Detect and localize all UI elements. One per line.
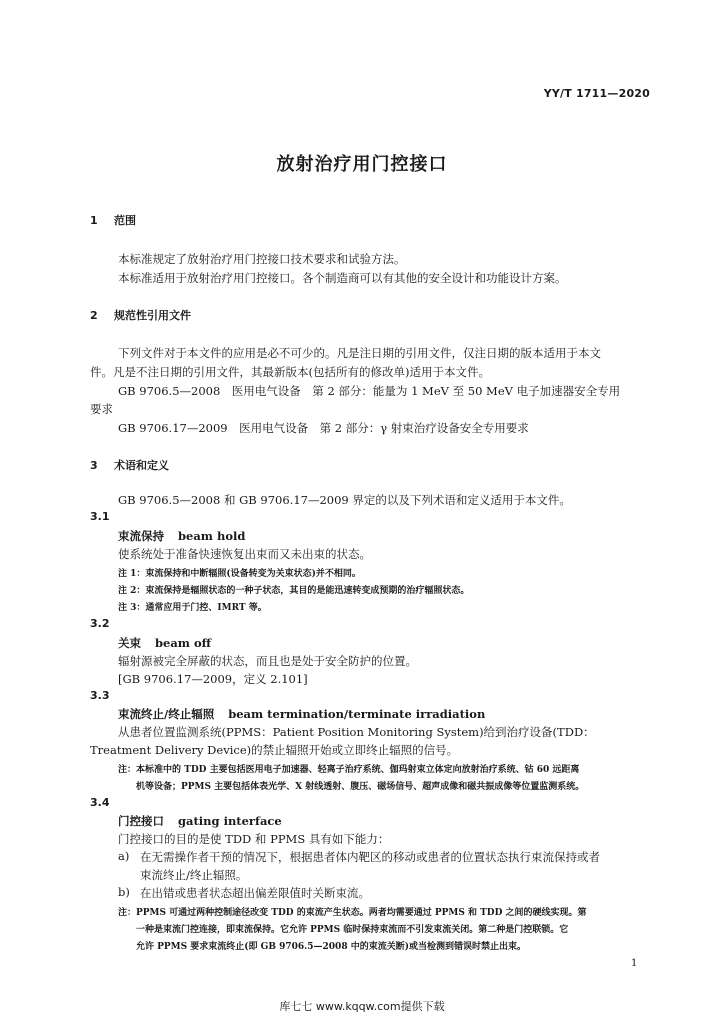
term-definition: 门控接口的目的是使 TDD 和 PPMS 具有如下能力： [118,832,390,846]
list-item-cont: 束流终止/终止辐照。 [140,868,248,882]
document-title: 放射治疗用门控接口 [276,154,448,175]
paragraph: GB 9706.5—2008 和 GB 9706.17—2009 界定的以及下列术语和定义适用于本文件。 [118,493,571,507]
term-number: 3.2 [90,617,110,630]
term-number: 3.1 [90,510,110,523]
page-number: 1 [631,958,638,969]
term-heading [118,813,282,829]
section-number: 1 [90,214,98,227]
section-2-heading [90,307,191,323]
note-cont: 一种是束流门控连接，即束流保持。它允许 PPMS 临时保持束流而不引发束流关闭。第二种是门控联锁。它 [136,925,569,935]
term-definition-cont: Treatment Delivery Device)的禁止辐照开始或立即终止辐照的信号。 [90,743,459,757]
term-en: beam termination/terminate irradiation [228,707,486,721]
paragraph: 件。凡是不注日期的引用文件，其最新版本(包括所有的修改单)适用于本文件。 [90,365,490,379]
section-title: 规范性引用文件 [114,309,191,322]
term-heading [118,706,485,722]
term-heading [118,635,211,651]
term-definition: 辐射源被完全屏蔽的状态，而且也是处于安全防护的位置。 [118,654,417,668]
term-zh: 束流保持 [118,529,164,543]
section-3-heading [90,457,169,473]
term-source: [GB 9706.17—2009，定义 2.101] [118,672,308,686]
list-item: 在出错或患者状态超出偏差限值时关断束流。 [140,886,370,900]
term-en: gating interface [178,814,282,828]
section-1-heading [90,212,136,228]
term-number: 3.3 [90,689,110,702]
standard-code: YY/T 1711—2020 [543,87,650,100]
section-number: 3 [90,459,98,472]
list-label: a) [118,849,130,863]
term-zh: 门控接口 [118,814,164,828]
term-zh: 束流终止/终止辐照 [118,707,215,721]
reference-item-cont: 要求 [90,402,113,416]
term-definition: 从患者位置监测系统(PPMS：Patient Position Monitoring System)给到治疗设备(TDD： [118,725,595,739]
term-number: 3.4 [90,796,110,809]
section-number: 2 [90,309,98,322]
reference-item: GB 9706.5—2008 医用电气设备 第 2 部分：能量为 1 MeV 至 50 MeV 电子加速器安全专用 [118,384,621,398]
paragraph: 下列文件对于本文件的应用是必不可少的。凡是注日期的引用文件，仅注日期的版本适用于本文 [118,346,601,360]
term-heading [118,528,245,544]
reference-item: GB 9706.17—2009 医用电气设备 第 2 部分：γ 射束治疗设备安全专用要求 [118,421,529,435]
note: 注 3：通常应用于门控、IMRT 等。 [118,603,267,613]
list-label: b) [118,885,130,899]
note: 注：本标准中的 TDD 主要包括医用电子加速器、轻离子治疗系统、伽玛射束立体定向放射治疗系统、钴 60 远距离 [118,765,580,775]
term-zh: 关束 [118,636,141,650]
note-cont: 允许 PPMS 要求束流终止(即 GB 9706.5—2008 中的束流关断)或当检测到错误时禁止出束。 [136,942,526,952]
section-title: 术语和定义 [114,459,169,472]
term-en: beam off [155,636,212,650]
paragraph: 本标准适用于放射治疗用门控接口。各个制造商可以有其他的安全设计和功能设计方案。 [118,271,567,285]
term-en: beam hold [178,529,246,543]
term-definition: 使系统处于准备快速恢复出束而又未出束的状态。 [118,547,371,561]
note: 注 2：束流保持是辐照状态的一种子状态，其目的是能迅速转变成预期的治疗辐照状态。 [118,586,470,596]
paragraph: 本标准规定了放射治疗用门控接口技术要求和试验方法。 [118,252,406,266]
note-cont: 机等设备；PPMS 主要包括体表光学、X 射线透射、腹压、磁场信号、超声成像和磁共振成像等位置监测系统。 [136,782,585,792]
section-title: 范围 [114,214,136,227]
list-item: 在无需操作者干预的情况下，根据患者体内靶区的移动或患者的位置状态执行束流保持或者 [140,850,600,864]
note: 注：PPMS 可通过两种控制途径改变 TDD 的束流产生状态。两者均需要通过 PPMS 和 TDD 之间的硬线实现。第 [118,908,587,918]
note: 注 1：束流保持和中断辐照(设备转变为关束状态)并不相同。 [118,569,361,579]
download-footer[interactable]: 库七七 www.kqqw.com提供下载 [279,1000,445,1013]
